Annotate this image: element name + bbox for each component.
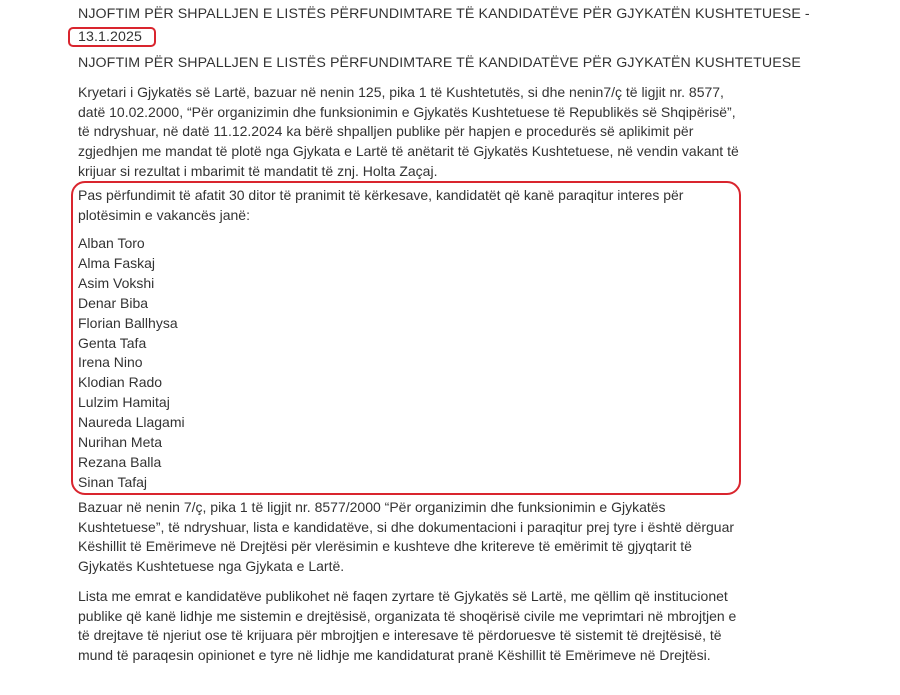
candidate-name: Denar Biba: [78, 294, 149, 311]
candidate-name: Genta Tafa: [78, 334, 147, 351]
notice-heading-date: 13.1.2025: [78, 29, 143, 45]
legal-basis-paragraph: Bazuar në nenin 7/ç, pika 1 të ligjit nr. 8577/2000 “Për organizimin dhe funksionimin e Gjykatës Kushtetuese”, të ndryshuar, lista e kandidatëve, si dhe dokumentacioni i paraqitur prej tyre i është dërguar Këshillit të Emërimeve në Drejtësi për vlerësimin e kushteve dhe kritereve të emërimit të gjyqtarit të Gjykatës Kushtetuese nga Gjykata e Lartë.: [78, 499, 735, 575]
candidate-name: Florian Ballhysa: [78, 314, 178, 331]
candidate-name: Lulzim Hamitaj: [78, 394, 170, 411]
candidate-name: Klodian Rado: [78, 374, 163, 391]
candidate-name: Alma Faskaj: [78, 254, 156, 271]
candidates-highlight-box: [71, 181, 741, 495]
publication-paragraph: Lista me emrat e kandidatëve publikohet në faqen zyrtare të Gjykatës së Lartë, me qëllim që institucionet publike që kanë lidhje me sistemin e drejtësisë, organizata të shoqërisë civile me veprimtari në mbrojtjen e të drejtave të njeriut ose të krijuara për mbrojtjen e interesave të përdoruesve të sistemit të drejtësisë, të mund të paraqesin opinionet e tyre në lidhje me kandidaturat pranë Këshillit të Emërimeve në Drejtësi.: [78, 588, 737, 664]
candidate-name: Irena Nino: [78, 354, 143, 371]
notice-subheading: NJOFTIM PËR SHPALLJEN E LISTËS PËRFUNDIMTARE TË KANDIDATËVE PËR GJYKATËN KUSHTETUESE: [78, 55, 801, 71]
date-highlight-box: [68, 27, 156, 47]
intro-paragraph: Kryetari i Gjykatës së Lartë, bazuar në nenin 125, pika 1 të Kushtetutës, si dhe nenin7/ç të ligjit nr. 8577, datë 10.02.2000, “Për organizimin dhe funksionimin e Gjykatës Kushtetuese të Republikës së Shqipërisë”, të ndryshuar, në datë 11.12.2024 ka bërë shpalljen publike për hapjen e procedurës së aplikimit për zgjedhjen me mandat të plotë nga Gjykata e Lartë të anëtarit të Gjykatës Kushtetuese, në vendin vakant të krijuar si rezultat i mbarimit të mandatit të znj. Holta Zaçaj.: [78, 84, 739, 179]
candidate-name: Sinan Tafaj: [78, 473, 148, 490]
candidates-intro-paragraph: Pas përfundimit të afatit 30 ditor të pranimit të kërkesave, kandidatët që kanë paraqitur interes për plotësimin e vakancës janë:: [78, 187, 684, 223]
notice-heading: NJOFTIM PËR SHPALLJEN E LISTËS PËRFUNDIMTARE TË KANDIDATËVE PËR GJYKATËN KUSHTETUESE -: [78, 6, 810, 22]
candidate-name: Asim Vokshi: [78, 274, 155, 291]
candidate-name: Nurihan Meta: [78, 434, 163, 451]
candidate-name: Naureda Llagami: [78, 414, 185, 431]
candidate-name: Rezana Balla: [78, 453, 162, 470]
candidate-name: Alban Toro: [78, 235, 145, 251]
